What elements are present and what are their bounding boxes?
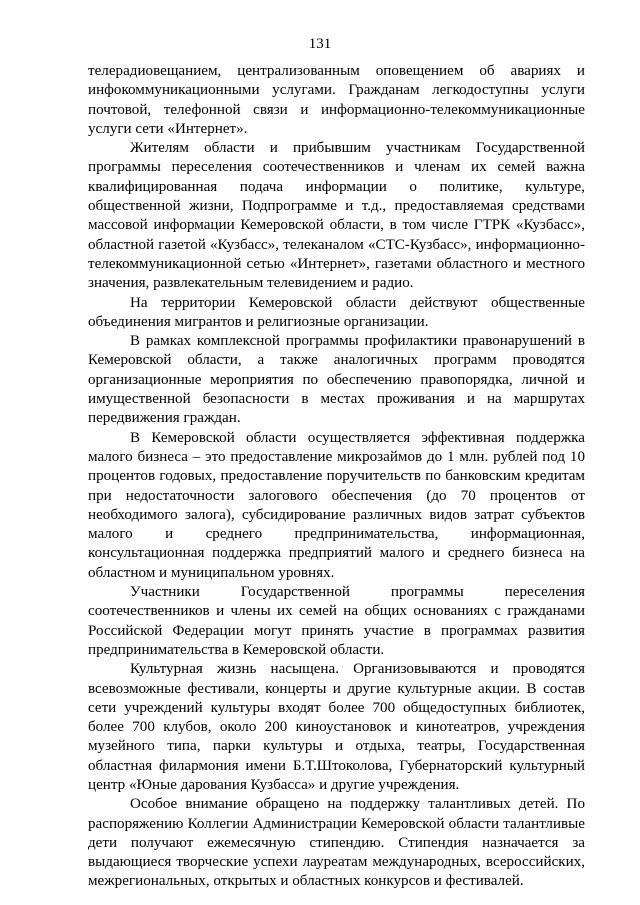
paragraph-4: В рамках комплексной программы профилактики правонарушений в Кемеровской области, а также аналогичных программ проводятся организационные мероприятия по обеспечению правопорядка, личной и имущественной безопасности в местах проживания и на маршрутах передвижения граждан. xyxy=(88,333,585,427)
page-number: 131 xyxy=(308,36,332,52)
paragraph-8: Особое внимание обращено на поддержку талантливых детей. По распоряжению Коллегии Администрации Кемеровской области талантливые дети получают ежемесячную стипендию. Стипендия назначается за выдающиеся творческие успехи лауреатам международных, всероссийских, межрегиональных, открытых и областных конкурсов и фестивалей. xyxy=(88,796,585,890)
document-body xyxy=(88,62,585,892)
paragraph-3: На территории Кемеровской области действуют общественные объединения мигрантов и религиозные организации. xyxy=(88,294,585,330)
paragraph-5: В Кемеровской области осуществляется эффективная поддержка малого бизнеса – это предоставление микрозаймов до 1 млн. рублей под 10 процентов годовых, предоставление поручительств по банковским кредитам при недостаточности залогового обеспечения (до 70 процентов от необходимого залога), субсидирование различных видов затрат субъектов малого и среднего предпринимательства, информационная, консультационная поддержка предприятий малого и среднего бизнеса на областном и муниципальном уровнях. xyxy=(88,429,585,581)
paragraph-1: телерадиовещанием, централизованным оповещением об авариях и инфокоммуникационными услугами. Гражданам легкодоступны услуги почтовой, телефонной связи и информационно-телекоммуникационные услуги сети «Интернет». xyxy=(88,63,585,137)
paragraph-6: Участники Государственной программы переселения соотечественников и члены их семей на общих основаниях с гражданами Российской Федерации могут принять участие в программах развития предпринимательства в Кемеровской области. xyxy=(88,584,585,658)
paragraph-2: Жителям области и прибывшим участникам Государственной программы переселения соотечественников и членам их семей важна квалифицированная подача информации о политике, культуре, общественной жизни, Подпрограмме и т.д., предоставляемая средствами массовой информации Кемеровской области, в том числе ГТРК «Кузбасс», областной газетой «Кузбасс», телеканалом «СТС-Кузбасс», информационно-телекоммуникационной сетью «Интернет», газетами областного и местного значения, развлекательным телевидением и радио. xyxy=(88,140,585,292)
paragraph-7: Культурная жизнь насыщена. Организовываются и проводятся всевозможные фестивали, концерты и другие культурные акции. В состав сети учреждений культуры входят более 700 общедоступных библиотек, более 700 клубов, около 200 киноустановок и кинотеатров, учреждения музейного типа, парки культуры и отдыха, театры, Государственная областная филармония имени Б.Т.Штоколова, Губернаторский культурный центр «Юные дарования Кузбасса» и другие учреждения. xyxy=(88,661,585,793)
